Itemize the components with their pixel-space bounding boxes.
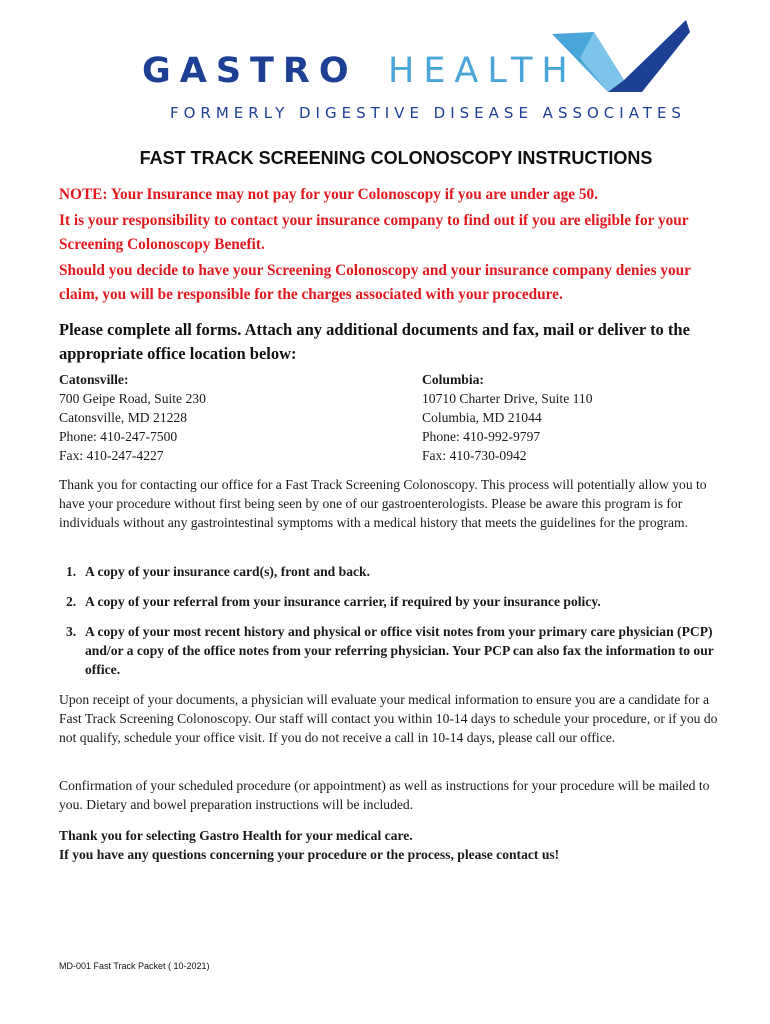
office-fax: Fax: 410-730-0942 xyxy=(422,448,527,463)
office-address-line2: Columbia, MD 21044 xyxy=(422,410,542,425)
form-footer: MD-001 Fast Track Packet ( 10-2021) xyxy=(59,961,210,971)
insurance-notes xyxy=(59,183,719,309)
list-item-text: A copy of your insurance card(s), front and back. xyxy=(85,564,370,579)
list-item-text: A copy of your most recent history and physical or office visit notes from your primary care physician (PCP) and/or a copy of the office notes from your referring physician. Your PCP can also fax the information to our office. xyxy=(85,624,714,677)
gastro-health-logo xyxy=(140,18,700,128)
office-address-line2: Catonsville, MD 21228 xyxy=(59,410,188,425)
confirmation-paragraph: Confirmation of your scheduled procedure (or appointment) as well as instructions for your procedure will be mailed to you. Dietary and bowel preparation instructions will be included. xyxy=(59,778,710,812)
instructions-heading: Please complete all forms. Attach any additional documents and fax, mail or deliver to the appropriate office location below: xyxy=(59,320,690,363)
list-item xyxy=(66,622,726,679)
note-responsibility: It is your responsibility to contact your insurance company to find out if you are eligible for your Screening Colonoscopy Benefit. xyxy=(59,212,689,253)
closing-thanks: Thank you for selecting Gastro Health for your medical care. xyxy=(59,828,413,843)
logo-word-health: HEALTH xyxy=(388,51,577,91)
receipt-paragraph: Upon receipt of your documents, a physician will evaluate your medical information to ensure you are a candidate for a Fast Track Screening Colonoscopy. Our staff will contact you within 10-14 days to schedule your procedure, or if you do not qualify, schedule your office visit. If you do not receive a call in 10-14 days, please call our office. xyxy=(59,692,718,745)
office-address-line1: 700 Geipe Road, Suite 230 xyxy=(59,391,206,406)
list-item-number: 3. xyxy=(66,624,77,639)
office-columbia xyxy=(422,370,593,465)
page-title: FAST TRACK SCREENING COLONOSCOPY INSTRUCTIONS xyxy=(139,148,653,168)
office-fax: Fax: 410-247-4227 xyxy=(59,448,164,463)
closing-message xyxy=(59,826,731,864)
list-item-text: A copy of your referral from your insurance carrier, if required by your insurance policy. xyxy=(85,594,601,609)
closing-contact: If you have any questions concerning your procedure or the process, please contact us! xyxy=(59,847,560,862)
list-item xyxy=(66,592,726,611)
office-address-line1: 10710 Charter Drive, Suite 110 xyxy=(422,391,593,406)
list-item-number: 1. xyxy=(66,564,77,579)
requirements-list xyxy=(66,562,726,690)
office-name: Catonsville: xyxy=(59,372,129,387)
office-name: Columbia: xyxy=(422,372,484,387)
note-age: NOTE: Your Insurance may not pay for your Colonoscopy if you are under age 50. xyxy=(59,186,598,203)
office-phone: Phone: 410-992-9797 xyxy=(422,429,541,444)
logo-subtitle: FORMERLY DIGESTIVE DISEASE ASSOCIATES xyxy=(170,104,686,122)
office-phone: Phone: 410-247-7500 xyxy=(59,429,178,444)
list-item xyxy=(66,562,726,581)
intro-paragraph: Thank you for contacting our office for a Fast Track Screening Colonoscopy. This process will potentially allow you to have your procedure without first being seen by one of our gastroenterologists. Please be aware this program is for individuals without any gastrointestinal symptoms with a medical history that meets the guidelines for the program. xyxy=(59,477,707,530)
office-catonsville xyxy=(59,370,206,465)
list-item-number: 2. xyxy=(66,594,77,609)
note-charges: Should you decide to have your Screening Colonoscopy and your insurance company denies your claim, you will be responsible for the charges associated with your procedure. xyxy=(59,262,691,303)
checkmark-logo-icon xyxy=(550,18,690,94)
logo-word-gastro: GASTRO xyxy=(142,51,358,91)
